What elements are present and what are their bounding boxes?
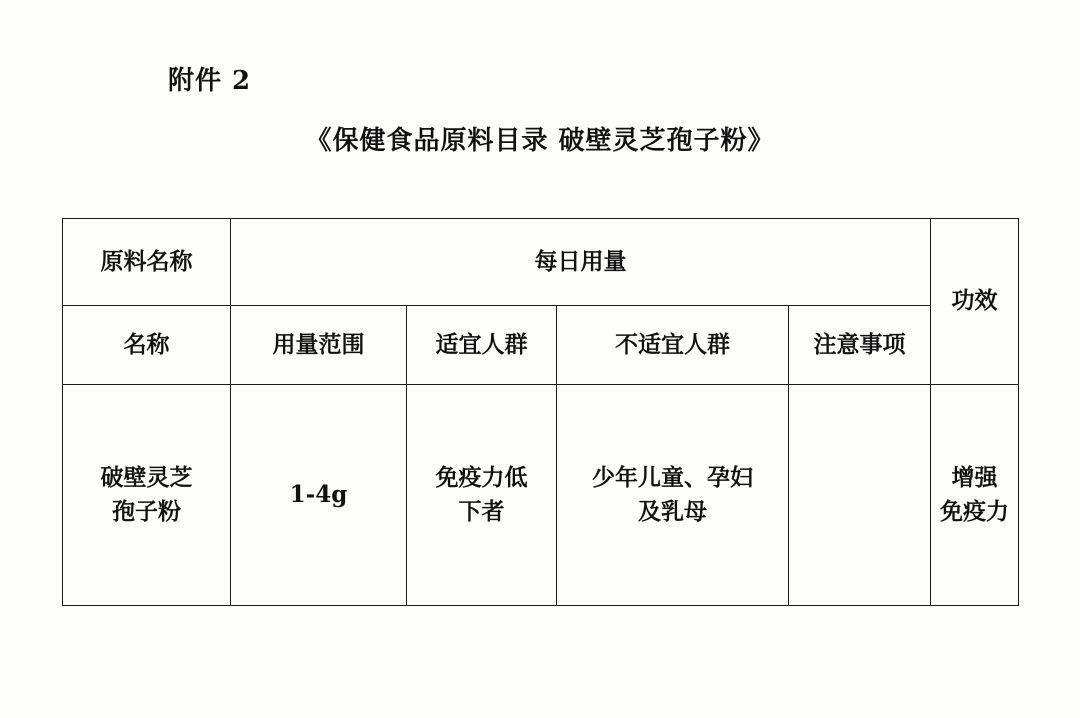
header-daily-dose: 每日用量: [231, 219, 931, 306]
cell-material-name: [63, 385, 231, 606]
table-row: [63, 385, 1019, 606]
cell-material-name-line1: 破壁灵芝: [100, 463, 193, 491]
cell-suitable-line1: 免疫力低: [435, 463, 528, 491]
cell-unsuitable-group: [557, 385, 789, 606]
header-material-name: 原料名称: [63, 219, 231, 306]
page-title: 《保健食品原料目录 破壁灵芝孢子粉》: [305, 126, 775, 156]
cell-effect: [931, 385, 1019, 606]
cell-suitable-line2: 下者: [458, 498, 505, 525]
cell-material-name-line2: 孢子粉: [112, 498, 181, 525]
cell-effect-line1: 增强: [951, 463, 998, 491]
header-suitable-group: 适宜人群: [407, 306, 557, 385]
catalog-table-wrapper: [62, 218, 1018, 606]
attachment-label: 附件 2: [168, 66, 252, 96]
cell-suitable-group: [407, 385, 557, 606]
cell-dose-range: 1-4g: [231, 385, 407, 606]
header-name: 名称: [63, 306, 231, 385]
cell-effect-line2: 免疫力: [940, 498, 1009, 525]
header-dose-range: 用量范围: [231, 306, 407, 385]
table-header-row-2: [63, 306, 1019, 385]
cell-unsuitable-line1: 少年儿童、孕妇: [592, 463, 753, 491]
header-notes: 注意事项: [789, 306, 931, 385]
cell-unsuitable-line2: 及乳母: [638, 498, 707, 525]
header-effect: 功效: [931, 219, 1019, 385]
header-unsuitable-group: 不适宜人群: [557, 306, 789, 385]
cell-notes: [789, 385, 931, 606]
table-header-row-1: [63, 219, 1019, 306]
catalog-table: [62, 218, 1019, 606]
